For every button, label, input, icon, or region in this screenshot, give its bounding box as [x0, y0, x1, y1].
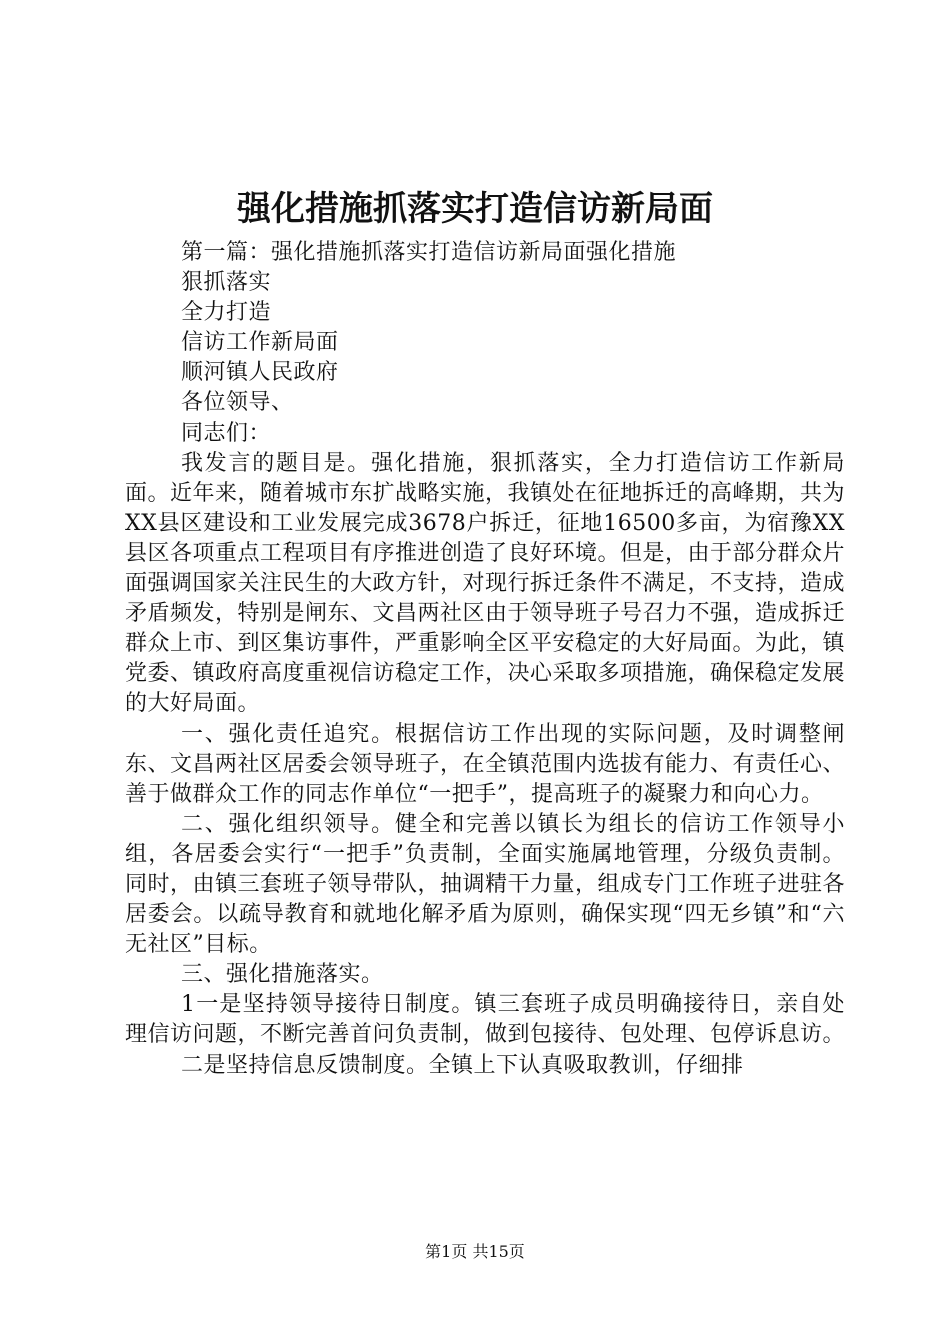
body-paragraph: 二、强化组织领导。健全和完善以镇长为组长的信访工作领导小组，各居委会实行“一把手”负责制，全面实施属地管理，分级负责制。同时，由镇三套班子领导带队，抽调精干力量，组成专门工作班子进驻各居委会。以疏导教育和就地化解矛盾为原则，确保实现“四无乡镇”和“六无社区”目标。 — [125, 811, 846, 958]
heading-line: 狠抓落实 — [181, 270, 272, 296]
author-line: 顺河镇人民政府 — [181, 360, 339, 386]
salutation-line: 同志们： — [181, 420, 272, 446]
body-paragraph: 我发言的题目是。强化措施，狠抓落实，全力打造信访工作新局面。近年来，随着城市东扩战略实施，我镇处在征地拆迁的高峰期，共为XX县区建设和工业发展完成3678户拆迁，征地16500多亩，为宿豫XX县区各项重点工程项目有序推进创造了良好环境。但是，由于部分群众片面强调国家关注民生的大政方针，对现行拆迁条件不满足，不支持，造成矛盾频发，特别是闸东、文昌两社区由于领导班子号召力不强，造成拆迁群众上市、到区集访事件，严重影响全区平安稳定的大好局面。为此，镇党委、镇政府高度重视信访稳定工作，决心采取多项措施，确保稳定发展的大好局面。 — [125, 450, 846, 717]
body-paragraph: 二是坚持信息反馈制度。全镇上下认真吸取教训，仔细排 — [181, 1052, 744, 1078]
body-paragraph: 1一是坚持领导接待日制度。镇三套班子成员明确接待日，亲自处理信访问题，不断完善首问负责制，做到包接待、包处理、包停诉息访。 — [125, 992, 846, 1048]
body-paragraph: 三、强化措施落实。 — [181, 962, 384, 988]
document-body — [125, 238, 845, 1081]
heading-line: 第一篇：强化措施抓落实打造信访新局面强化措施 — [181, 240, 677, 265]
salutation-line: 各位领导、 — [181, 390, 294, 416]
heading-line: 全力打造 — [181, 300, 272, 326]
body-paragraph: 一、强化责任追究。根据信访工作出现的实际问题，及时调整闸东、文昌两社区居委会领导班子，在全镇范围内选拔有能力、有责任心、善于做群众工作的同志作单位“一把手”，提高班子的凝聚力和向心力。 — [125, 721, 846, 807]
document-title: 强化措施抓落实打造信访新局面 — [237, 189, 713, 229]
heading-line: 信访工作新局面 — [181, 330, 339, 356]
page-footer: 第1页 共15页 — [425, 1242, 525, 1261]
